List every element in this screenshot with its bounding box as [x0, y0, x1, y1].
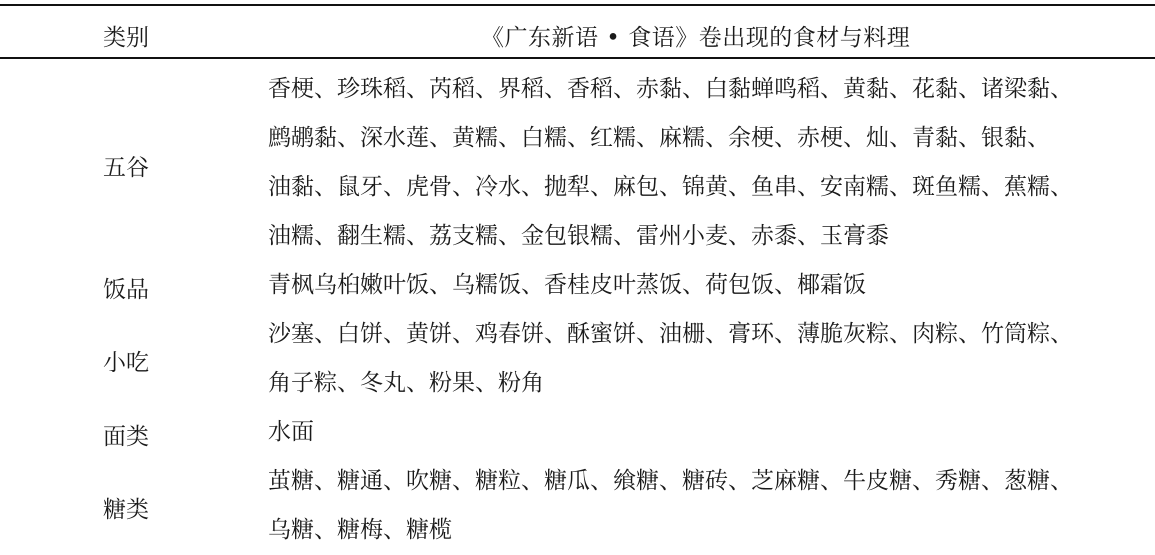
table-row: [0, 457, 1155, 546]
row-content: [268, 65, 1148, 261]
row-category: 五谷: [103, 155, 149, 181]
content-line: 青枫乌桕嫩叶饭、乌糯饭、香桂皮叶蒸饭、荷包饭、椰霜饭: [268, 272, 866, 298]
content-line: 茧糖、糖通、吹糖、糖粒、糖瓜、飨糖、糖砖、芝麻糖、牛皮糖、秀糖、葱糖、: [268, 468, 1073, 494]
table-header-rule: [0, 57, 1155, 59]
content-line: 水面: [268, 419, 314, 445]
row-category: 糖类: [103, 497, 149, 523]
table-row: [0, 310, 1155, 408]
table-header: [0, 6, 1155, 57]
row-category: 小吃: [103, 350, 149, 376]
row-category: 饭品: [103, 277, 149, 303]
table-row: [0, 65, 1155, 261]
content-line: 油糯、翻生糯、荔支糯、金包银糯、雷州小麦、赤黍、玉膏黍: [268, 223, 889, 249]
header-category: 类别: [103, 25, 149, 51]
row-content: [268, 408, 1148, 457]
content-line: 鹧鹕黏、深水莲、黄糯、白糯、红糯、麻糯、余梗、赤梗、灿、青黏、银黏、: [268, 125, 1050, 151]
content-line: 香梗、珍珠稻、芮稻、界稻、香稻、赤黏、白黏蝉鸣稻、黄黏、花黏、诸梁黏、: [268, 76, 1073, 102]
content-line: 乌糖、糖梅、糖榄: [268, 517, 452, 543]
table-row: [0, 408, 1155, 457]
content-line: 角子粽、冬丸、粉果、粉角: [268, 370, 544, 396]
row-content: [268, 261, 1148, 310]
table-row: [0, 261, 1155, 310]
header-content: 《广东新语 • 食语》卷出现的食材与料理: [481, 25, 911, 51]
row-content: [268, 310, 1148, 408]
content-line: 沙塞、白饼、黄饼、鸡春饼、酥蜜饼、油栅、膏环、薄脆灰粽、肉粽、竹筒粽、: [268, 321, 1073, 347]
content-line: 油黏、鼠牙、虎骨、冷水、抛犁、麻包、锦黄、鱼串、安南糯、斑鱼糯、蕉糯、: [268, 174, 1073, 200]
row-category: 面类: [103, 424, 149, 450]
row-content: [268, 457, 1148, 555]
